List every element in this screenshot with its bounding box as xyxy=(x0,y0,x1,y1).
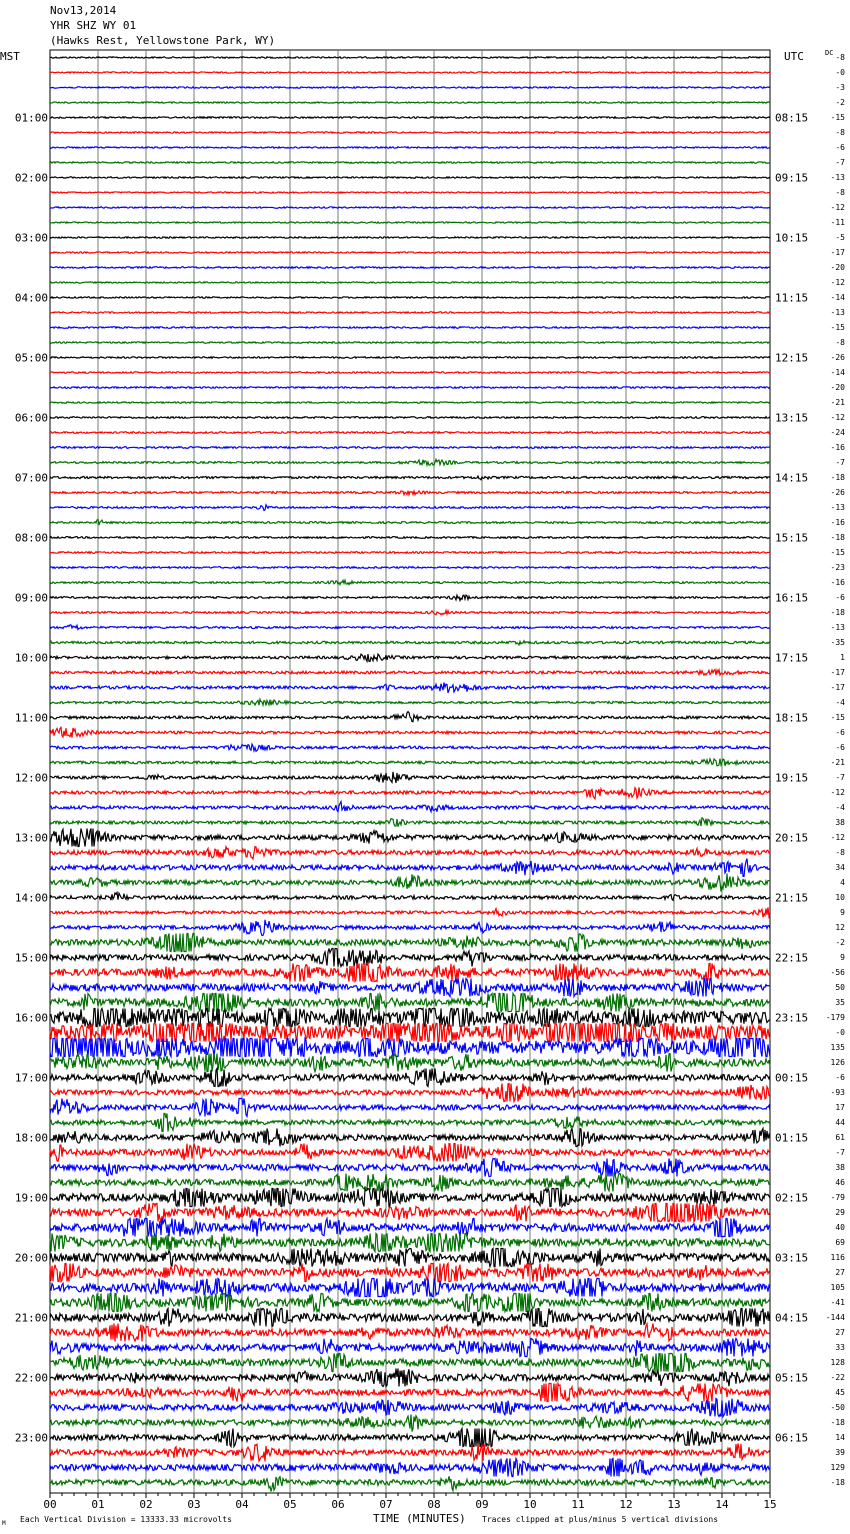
dc-offset-label: -8 xyxy=(835,848,845,857)
dc-offset-label: -93 xyxy=(830,1088,845,1097)
trace-line xyxy=(50,297,770,299)
left-hour-label: 11:00 xyxy=(14,711,48,725)
trace-line xyxy=(50,1369,770,1387)
trace-line xyxy=(50,87,770,89)
dc-offset-label: 17 xyxy=(835,1103,845,1112)
dc-offset-label: -15 xyxy=(830,548,845,557)
trace-line xyxy=(50,595,770,600)
trace-line xyxy=(50,537,770,539)
dc-offset-label: -2 xyxy=(835,938,845,947)
left-hour-label: 10:00 xyxy=(14,651,48,665)
trace-line xyxy=(50,859,770,877)
x-tick-label: 08 xyxy=(427,1498,441,1511)
left-hour-label: 03:00 xyxy=(14,231,48,245)
trace-line xyxy=(50,934,770,952)
dc-offset-label: -21 xyxy=(830,758,845,767)
dc-offset-label: -13 xyxy=(830,623,845,632)
dc-offset-label: -20 xyxy=(830,263,845,272)
dc-offset-label: -13 xyxy=(830,173,845,182)
trace-line xyxy=(50,476,770,480)
trace-line xyxy=(50,744,770,751)
dc-offset-label: 61 xyxy=(835,1133,845,1142)
trace-line xyxy=(50,312,770,313)
dc-offset-label: -26 xyxy=(830,488,845,497)
dc-offset-label: -15 xyxy=(830,713,845,722)
dc-offset-label: -8 xyxy=(835,338,845,347)
trace-line xyxy=(50,654,770,661)
right-hour-label: 05:15 xyxy=(775,1371,809,1385)
dc-offset-label: -12 xyxy=(830,203,845,212)
dc-offset-label: -21 xyxy=(830,398,845,407)
dc-offset-label: -144 xyxy=(825,1313,845,1322)
left-hour-label: 04:00 xyxy=(14,291,48,305)
left-hour-label: 14:00 xyxy=(14,891,48,905)
trace-line xyxy=(50,432,770,434)
dc-offset-label: -18 xyxy=(830,1418,845,1427)
dc-offset-label: -6 xyxy=(835,728,845,737)
dc-offset-label: 27 xyxy=(835,1268,845,1277)
right-hour-label: 17:15 xyxy=(775,651,809,665)
dc-offset-label: 126 xyxy=(830,1058,845,1067)
x-tick-label: 15 xyxy=(763,1498,777,1511)
trace-line xyxy=(50,1129,770,1147)
trace-line xyxy=(50,132,770,134)
dc-offset-label: 35 xyxy=(835,998,845,1007)
dc-offset-label: 44 xyxy=(835,1118,845,1127)
trace-line xyxy=(50,1159,770,1177)
right-hour-label: 13:15 xyxy=(775,411,809,425)
dc-offset-label: -12 xyxy=(830,413,845,422)
trace-line xyxy=(50,1279,770,1297)
dc-offset-label: 10 xyxy=(835,893,845,902)
right-hour-label: 16:15 xyxy=(775,591,809,605)
right-hour-label: 23:15 xyxy=(775,1011,809,1025)
trace-line xyxy=(50,192,770,193)
dc-offset-label: -14 xyxy=(830,368,845,377)
left-hour-label: 22:00 xyxy=(14,1371,48,1385)
dc-offset-label: -12 xyxy=(830,833,845,842)
left-hour-label: 02:00 xyxy=(14,171,48,185)
right-hour-label: 02:15 xyxy=(775,1191,809,1205)
trace-line xyxy=(50,892,770,900)
dc-offset-label: -15 xyxy=(830,113,845,122)
dc-offset-label: -12 xyxy=(830,788,845,797)
dc-offset-label: 40 xyxy=(835,1223,845,1232)
trace-line xyxy=(50,447,770,449)
dc-offset-label: -6 xyxy=(835,1073,845,1082)
trace-line xyxy=(50,964,770,982)
dc-offset-label: -4 xyxy=(835,803,845,812)
dc-offset-label: 129 xyxy=(830,1463,845,1472)
dc-offset-label: 1 xyxy=(840,653,845,662)
dc-offset-label: 45 xyxy=(835,1388,845,1397)
right-hour-label: 00:15 xyxy=(775,1071,809,1085)
dc-offset-label: 46 xyxy=(835,1178,845,1187)
dc-offset-label: -4 xyxy=(835,698,845,707)
trace-line xyxy=(50,699,770,705)
dc-offset-label: 33 xyxy=(835,1343,845,1352)
dc-offset-label: -7 xyxy=(835,458,845,467)
dc-offset-label: -8 xyxy=(835,53,845,62)
x-tick-label: 01 xyxy=(91,1498,105,1511)
trace-line xyxy=(50,342,770,344)
right-hour-label: 18:15 xyxy=(775,711,809,725)
right-hour-label: 20:15 xyxy=(775,831,809,845)
right-hour-label: 14:15 xyxy=(775,471,809,485)
x-tick-label: 14 xyxy=(715,1498,729,1511)
trace-line xyxy=(50,907,770,917)
left-hour-label: 18:00 xyxy=(14,1131,48,1145)
dc-offset-label: 38 xyxy=(835,1163,845,1172)
corner-mark: M xyxy=(2,1520,6,1527)
trace-line xyxy=(50,847,770,859)
dc-offset-label: 135 xyxy=(830,1043,845,1052)
right-hour-label: 11:15 xyxy=(775,291,809,305)
trace-line xyxy=(50,1415,770,1432)
dc-offset-label: -56 xyxy=(830,968,845,977)
trace-line xyxy=(50,683,770,693)
left-hour-label: 01:00 xyxy=(14,111,48,125)
station-location: (Hawks Rest, Yellowstone Park, WY) xyxy=(50,34,276,47)
trace-line xyxy=(50,1354,770,1372)
dc-offset-label: -17 xyxy=(830,248,845,257)
trace-line xyxy=(50,327,770,329)
x-tick-label: 00 xyxy=(43,1498,57,1511)
trace-line xyxy=(50,1084,770,1102)
trace-line xyxy=(50,625,770,630)
dc-offset-label: -8 xyxy=(835,188,845,197)
right-hour-label: 19:15 xyxy=(775,771,809,785)
right-hour-label: 03:15 xyxy=(775,1251,809,1265)
dc-offset-label: -15 xyxy=(830,323,845,332)
right-timezone-label: UTC xyxy=(784,50,804,63)
plot-date: Nov13,2014 xyxy=(50,4,117,17)
dc-offset-label: -14 xyxy=(830,293,845,302)
trace-line xyxy=(50,712,770,722)
right-hour-label: 08:15 xyxy=(775,111,809,125)
dc-offset-label: 50 xyxy=(835,983,845,992)
dc-offset-label: -7 xyxy=(835,773,845,782)
trace-line xyxy=(50,1144,770,1162)
left-hour-label: 20:00 xyxy=(14,1251,48,1265)
trace-line xyxy=(50,787,770,799)
trace-line xyxy=(50,387,770,389)
trace-line xyxy=(50,580,770,584)
trace-line xyxy=(50,1204,770,1222)
trace-line xyxy=(50,1444,770,1462)
right-hour-label: 06:15 xyxy=(775,1431,809,1445)
dc-offset-label: 9 xyxy=(840,953,845,962)
trace-line xyxy=(50,567,770,569)
right-hour-label: 04:15 xyxy=(775,1311,809,1325)
trace-line xyxy=(50,920,770,936)
right-hour-label: 12:15 xyxy=(775,351,809,365)
trace-line xyxy=(50,459,770,465)
x-tick-label: 03 xyxy=(187,1498,201,1511)
left-hour-label: 07:00 xyxy=(14,471,48,485)
trace-line xyxy=(50,177,770,178)
dc-offset-label: -5 xyxy=(835,233,845,242)
trace-line xyxy=(50,802,770,812)
dc-offset-label: -18 xyxy=(830,1478,845,1487)
right-hour-label: 10:15 xyxy=(775,231,809,245)
trace-line xyxy=(50,1099,770,1117)
trace-line xyxy=(50,505,770,511)
left-hour-label: 05:00 xyxy=(14,351,48,365)
trace-line xyxy=(50,949,770,967)
trace-line xyxy=(50,1294,770,1312)
right-hour-label: 22:15 xyxy=(775,951,809,965)
dc-offset-label: -17 xyxy=(830,668,845,677)
x-tick-label: 04 xyxy=(235,1498,249,1511)
left-hour-label: 23:00 xyxy=(14,1431,48,1445)
dc-offset-label: -20 xyxy=(830,383,845,392)
trace-line xyxy=(50,1429,770,1447)
trace-line xyxy=(50,818,770,827)
dc-offset-label: -7 xyxy=(835,1148,845,1157)
x-tick-label: 12 xyxy=(619,1498,633,1511)
x-tick-label: 11 xyxy=(571,1498,585,1511)
trace-line xyxy=(50,1174,770,1192)
trace-line xyxy=(50,1399,770,1417)
left-hour-label: 08:00 xyxy=(14,531,48,545)
x-tick-label: 09 xyxy=(475,1498,489,1511)
dc-offset-label: -3 xyxy=(835,83,845,92)
dc-offset-label: -50 xyxy=(830,1403,845,1412)
trace-line xyxy=(50,979,770,997)
right-hour-label: 15:15 xyxy=(775,531,809,545)
x-tick-label: 10 xyxy=(523,1498,537,1511)
dc-offset-label: 27 xyxy=(835,1328,845,1337)
dc-offset-label: 69 xyxy=(835,1238,845,1247)
dc-offset-label: -11 xyxy=(830,218,845,227)
x-tick-label: 06 xyxy=(331,1498,345,1511)
trace-line xyxy=(50,1069,770,1087)
trace-line xyxy=(50,1384,770,1402)
trace-line xyxy=(50,402,770,403)
dc-offset-label: -12 xyxy=(830,278,845,287)
trace-line xyxy=(50,72,770,73)
scale-note: Each Vertical Division = 13333.33 microvolts xyxy=(20,1515,232,1524)
dc-offset-label: -13 xyxy=(830,308,845,317)
dc-offset-label: 4 xyxy=(840,878,845,887)
trace-line xyxy=(50,874,770,892)
x-tick-label: 07 xyxy=(379,1498,393,1511)
x-tick-label: 13 xyxy=(667,1498,681,1511)
dc-offset-label: -17 xyxy=(830,683,845,692)
left-hour-label: 09:00 xyxy=(14,591,48,605)
dc-offset-label: -8 xyxy=(835,128,845,137)
dc-offset-label: -24 xyxy=(830,428,845,437)
trace-line xyxy=(50,1249,770,1267)
trace-line xyxy=(50,994,770,1012)
dc-offset-label: -0 xyxy=(835,1028,845,1037)
dc-offset-label: -18 xyxy=(830,473,845,482)
dc-offset-label: -16 xyxy=(830,578,845,587)
trace-line xyxy=(50,1114,770,1132)
dc-offset-label: -6 xyxy=(835,743,845,752)
dc-offset-label: 38 xyxy=(835,818,845,827)
dc-offset-label: -6 xyxy=(835,143,845,152)
dc-offset-label: 12 xyxy=(835,923,845,932)
left-hour-label: 17:00 xyxy=(14,1071,48,1085)
dc-offset-label: -18 xyxy=(830,608,845,617)
trace-line xyxy=(50,610,770,614)
trace-line xyxy=(50,669,770,675)
trace-line xyxy=(50,357,770,359)
station-code: YHR SHZ WY 01 xyxy=(50,19,137,32)
trace-line xyxy=(50,57,770,59)
trace-line xyxy=(50,282,770,283)
left-hour-label: 06:00 xyxy=(14,411,48,425)
dc-offset-label: -23 xyxy=(830,563,845,572)
x-tick-label: 02 xyxy=(139,1498,153,1511)
left-timezone-label: MST xyxy=(0,50,20,63)
dc-offset-label: 39 xyxy=(835,1448,845,1457)
x-axis-title: TIME (MINUTES) xyxy=(373,1512,466,1525)
trace-line xyxy=(50,829,770,847)
dc-offset-label: 128 xyxy=(830,1358,845,1367)
trace-line xyxy=(50,117,770,119)
trace-line xyxy=(50,727,770,737)
trace-line xyxy=(50,417,770,419)
trace-line xyxy=(50,267,770,269)
dc-offset-label: 9 xyxy=(840,908,845,917)
trace-line xyxy=(50,1324,770,1342)
trace-line xyxy=(50,222,770,223)
trace-line xyxy=(50,102,770,103)
dc-offset-header: DC xyxy=(825,49,834,57)
trace-line xyxy=(50,237,770,239)
left-hour-label: 16:00 xyxy=(14,1011,48,1025)
trace-line xyxy=(50,372,770,374)
right-hour-label: 01:15 xyxy=(775,1131,809,1145)
dc-offset-label: -16 xyxy=(830,443,845,452)
dc-offset-label: -16 xyxy=(830,518,845,527)
dc-offset-label: 14 xyxy=(835,1433,845,1442)
dc-offset-label: -41 xyxy=(830,1298,845,1307)
trace-line xyxy=(50,491,770,495)
trace-line xyxy=(50,147,770,149)
trace-line xyxy=(50,1189,770,1207)
right-hour-label: 21:15 xyxy=(775,891,809,905)
trace-line xyxy=(50,1309,770,1327)
dc-offset-label: -6 xyxy=(835,593,845,602)
trace-line xyxy=(50,759,770,766)
trace-line xyxy=(50,207,770,209)
dc-offset-label: -179 xyxy=(825,1013,845,1022)
dc-offset-label: -79 xyxy=(830,1193,845,1202)
trace-line xyxy=(50,1459,770,1477)
left-hour-label: 21:00 xyxy=(14,1311,48,1325)
trace-line xyxy=(50,1264,770,1282)
dc-offset-label: -18 xyxy=(830,533,845,542)
dc-offset-label: -22 xyxy=(830,1373,845,1382)
trace-line xyxy=(50,1476,770,1491)
dc-offset-label: 105 xyxy=(830,1283,845,1292)
dc-offset-label: -2 xyxy=(835,98,845,107)
left-hour-label: 19:00 xyxy=(14,1191,48,1205)
trace-line xyxy=(50,162,770,164)
x-tick-label: 05 xyxy=(283,1498,297,1511)
trace-line xyxy=(50,252,770,254)
dc-offset-label: -7 xyxy=(835,158,845,167)
dc-offset-label: -35 xyxy=(830,638,845,647)
trace-line xyxy=(50,552,770,554)
dc-offset-label: 116 xyxy=(830,1253,845,1262)
dc-offset-label: -26 xyxy=(830,353,845,362)
clip-note: Traces clipped at plus/minus 5 vertical divisions xyxy=(482,1515,719,1524)
dc-offset-label: 34 xyxy=(835,863,845,872)
trace-line xyxy=(50,519,770,525)
dc-offset-label: 29 xyxy=(835,1208,845,1217)
dc-offset-label: -13 xyxy=(830,503,845,512)
trace-line xyxy=(50,772,770,783)
plot-frame xyxy=(50,50,770,1493)
trace-line xyxy=(50,641,770,645)
right-hour-label: 09:15 xyxy=(775,171,809,185)
left-hour-label: 12:00 xyxy=(14,771,48,785)
trace-line xyxy=(50,1024,770,1042)
left-hour-label: 15:00 xyxy=(14,951,48,965)
dc-offset-label: -0 xyxy=(835,68,845,77)
left-hour-label: 13:00 xyxy=(14,831,48,845)
